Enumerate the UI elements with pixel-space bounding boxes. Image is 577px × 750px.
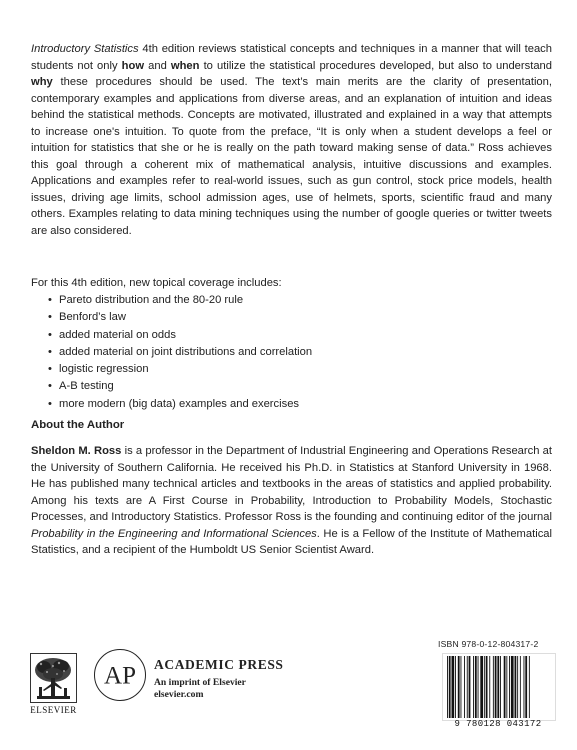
academic-press-logo-icon bbox=[94, 649, 146, 701]
journal-title: Probability in the Engineering and Informational Sciences bbox=[31, 527, 317, 540]
coverage-intro: For this 4th edition, new topical coverage includes: bbox=[31, 277, 282, 289]
ap-logo-letters: AP bbox=[104, 662, 136, 690]
barcode-icon bbox=[442, 653, 556, 721]
coverage-item: • Benford’s law bbox=[48, 309, 312, 326]
description-text-3: these procedures should be used. The text’s main merits are the clarity of presentation, contemporary examples and applications from diverse areas, and an explanation of intuition and ideas behind the statistical methods. Concepts are motivated, illustrated and explained in a way that attempts to increase one's intuition. To quote from the preface, “It is only when a student develops a feel or intuition for statistics that she or he is really on the path toward making sense of data.” Ross achieves this goal through a coherent mix of mathematical analysis, intuitive discussions and examples. Applications and examples refer to real-world issues, such as gun control, stock price models, health issues, driving age limits, school admission ages, use of helmets, sports, scientific fraud and many others. Examples relating to data mining techniques using the number of google queries or twitter tweets are also considered. bbox=[31, 76, 552, 237]
publisher-website: elsevier.com bbox=[154, 689, 204, 700]
elsevier-tree-icon bbox=[30, 653, 77, 703]
isbn-barcode-block bbox=[438, 639, 558, 734]
elsevier-wordmark: ELSEVIER bbox=[30, 705, 77, 715]
publisher-imprint: An imprint of Elsevier bbox=[154, 677, 246, 688]
about-author-heading: About the Author bbox=[31, 419, 125, 431]
coverage-item: • added material on joint distributions and correlation bbox=[48, 344, 312, 361]
coverage-item: • Pareto distribution and the 80-20 rule bbox=[48, 292, 312, 309]
author-bio bbox=[31, 443, 552, 559]
book-description bbox=[31, 41, 552, 239]
coverage-item: • A-B testing bbox=[48, 378, 312, 395]
elsevier-logo bbox=[30, 653, 77, 715]
description-text-1: 4th edition reviews statistical concepts and techniques in a manner that will teach students not only bbox=[31, 43, 552, 72]
bio-text-2: . He is a Fellow of the Institute of Mathematical Statistics, and a recipient of the Humboldt US Senior Scientist Award. bbox=[31, 527, 552, 556]
book-title: Introductory Statistics bbox=[31, 43, 139, 55]
isbn-label: ISBN 978-0-12-804317-2 bbox=[438, 639, 539, 649]
bio-text-1: is a professor in the Department of Industrial Engineering and Operations Research at the University of Southern California. He received his Ph.D. in Statistics at Stanford University in 1968. He has published many technical articles and textbooks in the areas of statistics and applied probability. Among his texts are A First Course in Probability, Introduction to Probability Models, Stochastic Processes, and Introductory Statistics. Professor Ross is the founding and continuing editor of the journal bbox=[31, 445, 552, 523]
description-text-and: and bbox=[144, 59, 171, 72]
coverage-list bbox=[48, 292, 312, 413]
emphasis-why: why bbox=[31, 76, 53, 88]
author-name: Sheldon M. Ross bbox=[31, 445, 122, 457]
description-text-2: to utilize the statistical procedures developed, but also to understand bbox=[199, 59, 552, 72]
barcode-digits: 9 780128 043172 bbox=[454, 719, 542, 729]
publisher-name: ACADEMIC PRESS bbox=[154, 657, 284, 672]
emphasis-when: when bbox=[170, 59, 200, 72]
emphasis-how: how bbox=[121, 59, 145, 72]
coverage-item: • more modern (big data) examples and exercises bbox=[48, 396, 312, 413]
publisher-block bbox=[154, 657, 284, 700]
coverage-item: • added material on odds bbox=[48, 327, 312, 344]
coverage-item: • logistic regression bbox=[48, 361, 312, 378]
